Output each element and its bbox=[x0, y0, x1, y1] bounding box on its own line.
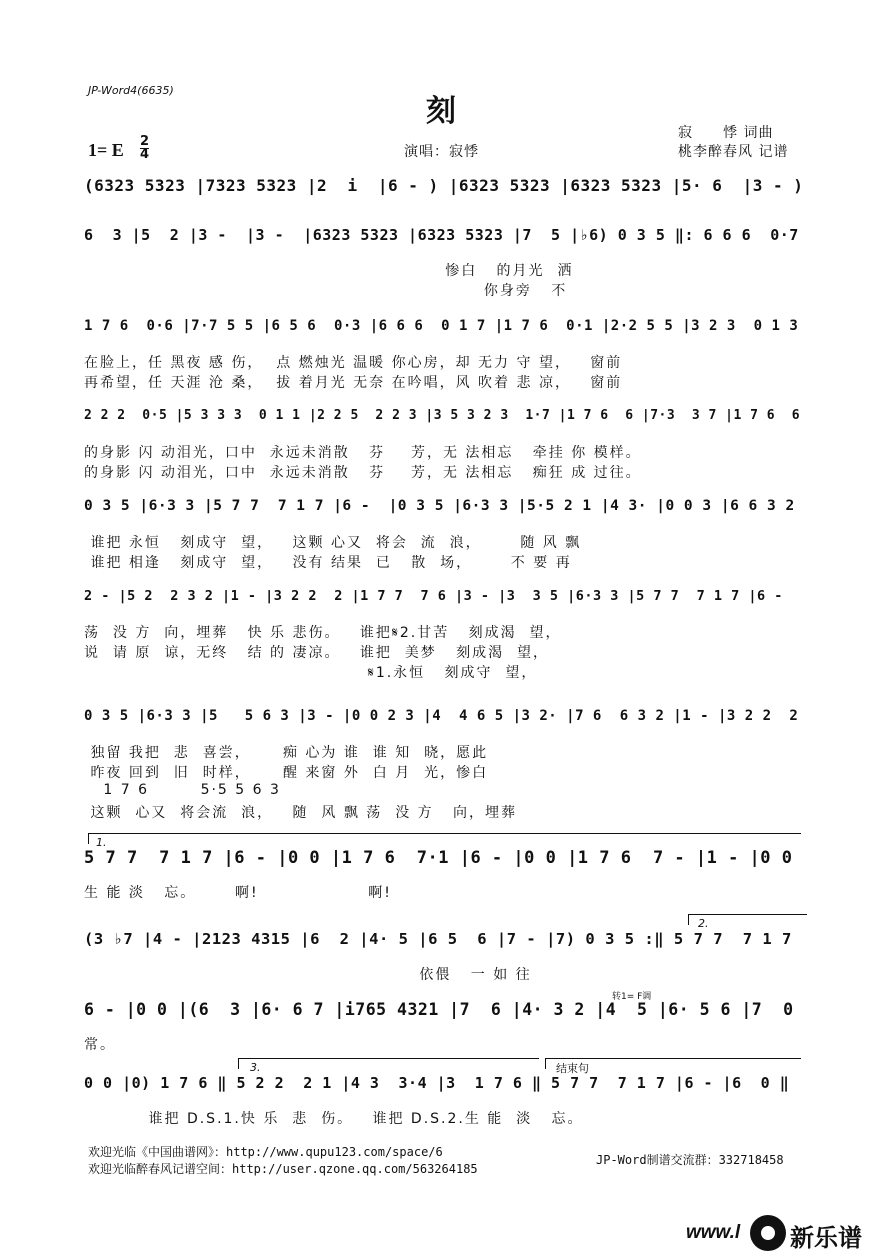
volta-1-bracket bbox=[88, 833, 801, 844]
notation-line: 6 3 |5 2 |3 - |3 - |6323 5323 |6323 5323 |7 5 |♭6) 0 3 5 ‖: 6 6 6 0·7 bbox=[84, 226, 799, 244]
lyric-line: 谁把 永恒 刻成守 望， 这颗 心又 将会 流 浪， 随 风 飘 bbox=[84, 535, 582, 551]
notation-line: 6 - |0 0 |(6 3 |6· 6 7 |i765 4321 |7 6 |4· 3 2 |4 5 |6· 5 6 |7 0 bbox=[84, 1000, 794, 1019]
notation-line: 2 2 2 0·5 |5 3 3 3 0 1 1 |2 2 5 2 2 3 |3 5 3 2 3 1·7 |1 7 6 6 |7·3 3 7 |1 7 6 6 bbox=[84, 408, 801, 423]
lyric-line: 谁把 相逢 刻成守 望， 没有 结果 已 散 场， 不 要 再 bbox=[84, 555, 572, 571]
transcriber-credit: 桃李醉春风 记谱 bbox=[678, 144, 789, 160]
volta-1-label: 1. bbox=[96, 836, 107, 849]
watermark-brand: 新乐谱 bbox=[790, 1224, 862, 1252]
notation-line: 5 7 7 7 1 7 |6 - |0 0 |1 7 6 7·1 |6 - |0 0 |1 7 6 7 - |1 - |0 0 bbox=[84, 848, 793, 868]
lyric-line: 谁把 D.S.1.快 乐 悲 伤。 谁把 D.S.2.生 能 淡 忘。 bbox=[84, 1111, 584, 1127]
notation-line: (3 ♭7 |4 - |2123 4315 |6 2 |4· 5 |6 5 6 |7 - |7) 0 3 5 :‖ 5 7 7 7 1 7 bbox=[84, 930, 792, 948]
lyric-line: 𝄋1.永恒 刻成守 望， bbox=[84, 665, 538, 681]
song-title: 刻 bbox=[426, 94, 456, 129]
key-signature: 1= E bbox=[88, 140, 124, 160]
lyric-line: 1 7 6 5·5 5 6 3 bbox=[84, 782, 281, 798]
lyric-line: 的身影 闪 动泪光，口中 永远未消散 芬 芳，无 法相忘 痴狂 成 过往。 bbox=[84, 465, 642, 481]
software-label: JP-Word4(6635) bbox=[88, 84, 174, 97]
watermark-url: www.l bbox=[686, 1222, 741, 1243]
lyric-line: 荡 没 方 向，埋葬 快 乐 悲伤。 谁把𝄋2.甘苦 刻成渴 望， bbox=[84, 625, 562, 641]
lyric-line: 惨白 的月光 洒 bbox=[84, 263, 574, 279]
notation-line: 2 - |5 2 2 3 2 |1 - |3 2 2 2 |1 7 7 7 6 |3 - |3 3 5 |6·3 3 |5 7 7 7 1 7 |6 - bbox=[84, 588, 783, 604]
time-signature: 2 4 bbox=[140, 134, 150, 162]
lyric-line: 再希望，任 天涯 沧 桑， 拔 着月光 无奈 在吟唱，风 吹着 悲 凉， 窗前 bbox=[84, 375, 623, 391]
lyric-line: 昨夜 回到 旧 时样， 醒 来窗 外 白 月 光，惨白 bbox=[84, 765, 489, 781]
record-icon bbox=[750, 1215, 786, 1251]
volta-2-label: 2. bbox=[698, 917, 709, 930]
watermark-logo bbox=[686, 1214, 882, 1252]
volta-3-label: 3. bbox=[250, 1061, 261, 1074]
notation-line: 1 7 6 0·6 |7·7 5 5 |6 5 6 0·3 |6 6 6 0 1 7 |1 7 6 0·1 |2·2 5 5 |3 2 3 0 1 3 bbox=[84, 318, 799, 334]
footer-line-1: 欢迎光临《中国曲谱网》：http://www.qupu123.com/space/6 bbox=[88, 1145, 443, 1159]
footer-line-2: 欢迎光临醉春风记谱空间：http://user.qzone.qq.com/563264185 bbox=[88, 1162, 478, 1176]
footer-group: JP-Word制谱交流群：332718458 bbox=[596, 1153, 784, 1167]
lyric-line: 生 能 淡 忘。 啊! 啊! bbox=[84, 885, 392, 901]
volta-3-bracket bbox=[238, 1058, 539, 1069]
lyric-line: 独留 我把 悲 喜尝， 痴 心为 谁 谁 知 晓，愿此 bbox=[84, 745, 489, 761]
notation-line: (6323 5323 |7323 5323 |2 i |6 - ) |6323 5323 |6323 5323 |5· 6 |3 - ) bbox=[84, 176, 804, 195]
composer-credit: 寂 悸 词曲 bbox=[678, 125, 774, 141]
lyric-line: 说 请 原 谅，无终 结 的 凄凉。 谁把 美梦 刻成渴 望， bbox=[84, 645, 550, 661]
singer-credit: 演唱：寂悸 bbox=[404, 144, 479, 160]
lyric-line: 常。 bbox=[84, 1037, 116, 1053]
lyric-line: 你身旁 不 bbox=[84, 283, 568, 299]
notation-line: 0 0 |0) 1 7 6 ‖ 5 2 2 2 1 |4 3 3·4 |3 1 7 6 ‖ 5 7 7 7 1 7 |6 - |6 0 ‖ bbox=[84, 1074, 790, 1092]
lyric-line: 在脸上，任 黑夜 感 伤， 点 燃烛光 温暖 你心房，却 无力 守 望， 窗前 bbox=[84, 355, 623, 371]
lyric-line: 的身影 闪 动泪光，口中 永远未消散 芬 芳，无 法相忘 牵挂 你 模样。 bbox=[84, 445, 642, 461]
coda-label: 结束句 bbox=[556, 1062, 589, 1075]
notation-line: 0 3 5 |6·3 3 |5 5 6 3 |3 - |0 0 2 3 |4 4 6 5 |3 2· |7 6 6 3 2 |1 - |3 2 2 2 bbox=[84, 708, 799, 724]
lyric-line: 依偎 一 如 往 bbox=[84, 967, 532, 983]
key-change-label: 转1= F调 bbox=[612, 992, 652, 1002]
notation-line: 0 3 5 |6·3 3 |5 7 7 7 1 7 |6 - |0 3 5 |6·3 3 |5·5 2 1 |4 3· |0 0 3 |6 6 3 2 bbox=[84, 498, 795, 514]
lyric-line: 这颗 心又 将会流 浪， 随 风 飘 荡 没 方 向，埋葬 bbox=[84, 805, 518, 821]
